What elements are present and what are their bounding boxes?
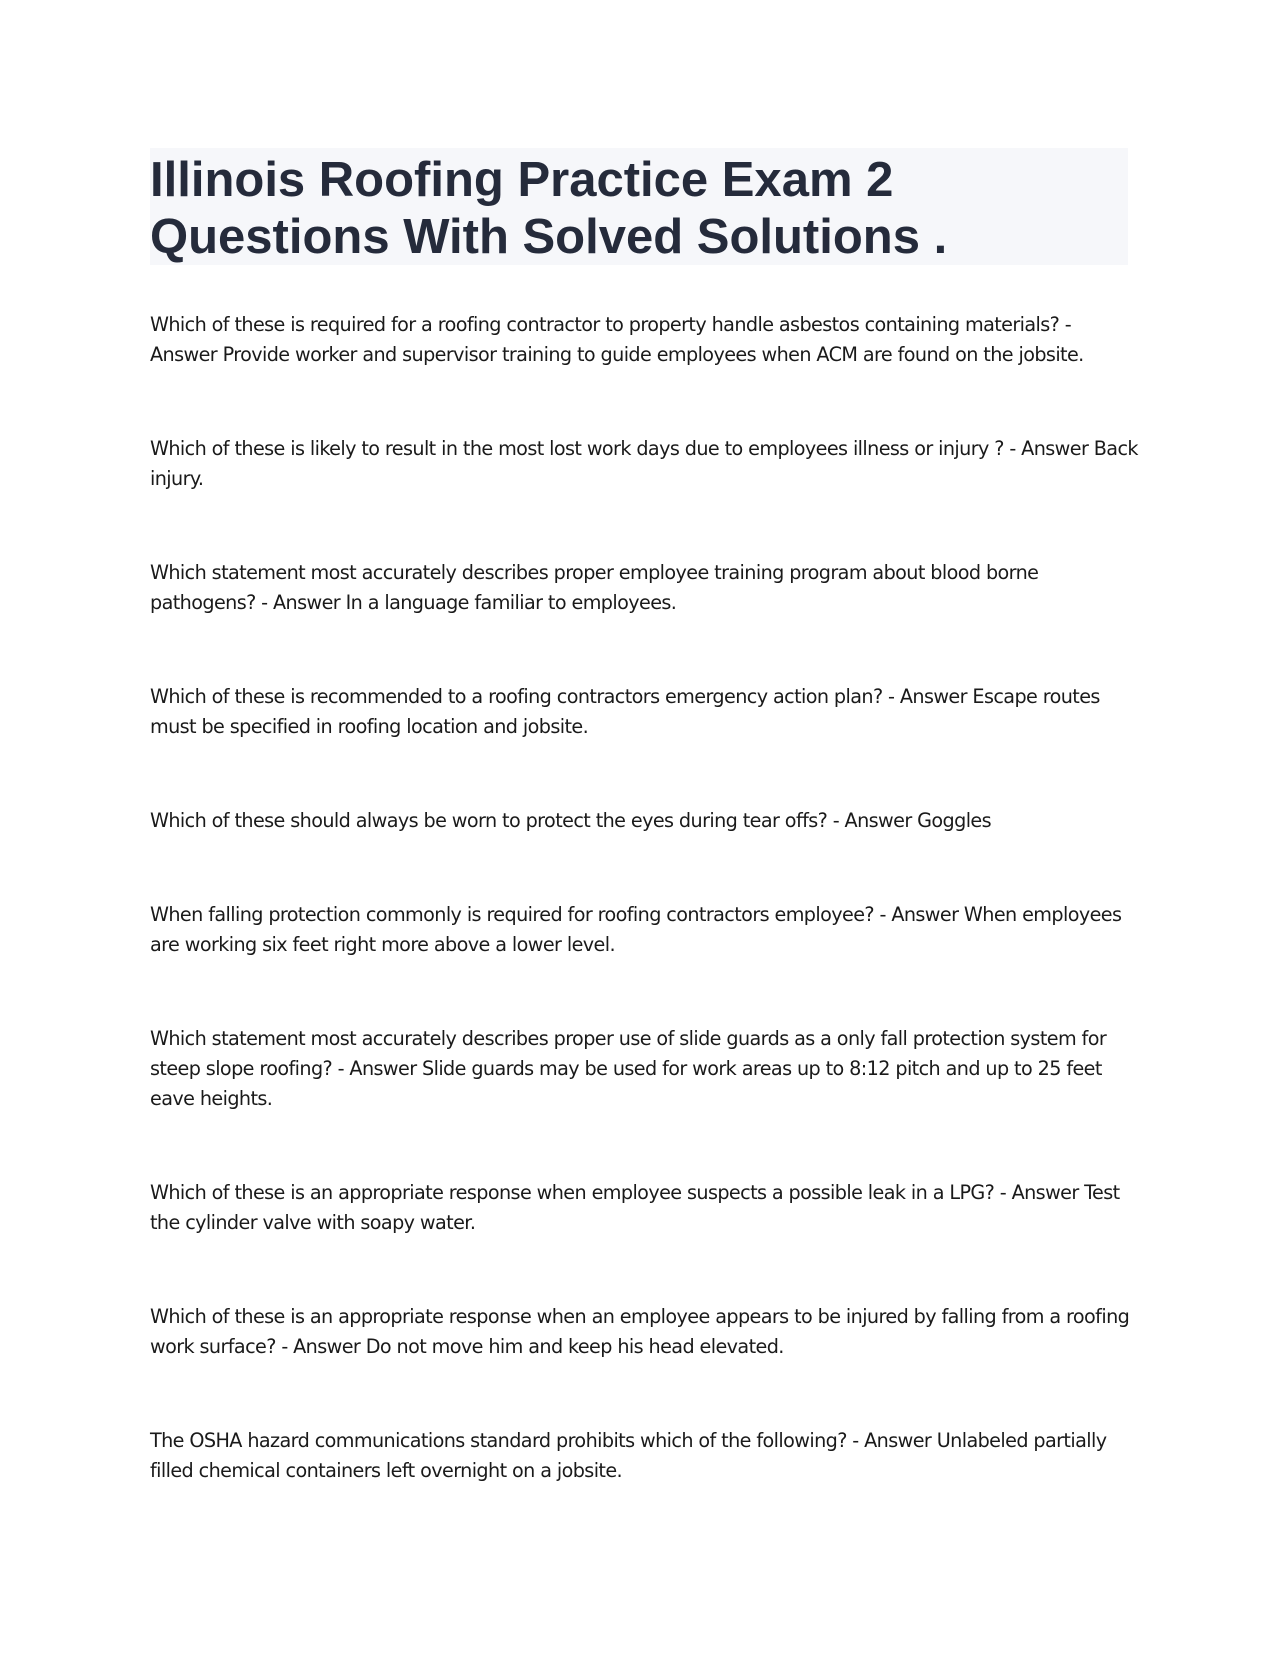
question-1: Which of these is required for a roofing contractor to property handle asbestos containing materials? - Answer Provide worker and supervisor training to guide employees when ACM are found on the jobsite. — [150, 313, 1084, 366]
question-2: Which of these is likely to result in the most lost work days due to employees illness or injury ? - Answer Back injury. — [150, 437, 1138, 490]
question-5: Which of these should always be worn to protect the eyes during tear offs? - Answer Goggles — [150, 809, 992, 832]
question-4: Which of these is recommended to a roofing contractors emergency action plan? - Answer Escape routes must be specified in roofing location and jobsite. — [150, 685, 1100, 738]
document-title: Illinois Roofing Practice Exam 2 Questions With Solved Solutions . — [150, 153, 948, 264]
question-9: Which of these is an appropriate response when an employee appears to be injured by falling from a roofing work surface? - Answer Do not move him and keep his head elevated. — [150, 1305, 1130, 1358]
question-3: Which statement most accurately describes proper employee training program about blood borne pathogens? - Answer In a language familiar to employees. — [150, 561, 1039, 614]
question-8: Which of these is an appropriate response when employee suspects a possible leak in a LPG? - Answer Test the cylinder valve with soapy water. — [150, 1181, 1120, 1234]
question-10: The OSHA hazard communications standard prohibits which of the following? - Answer Unlabeled partially filled chemical containers left overnight on a jobsite. — [150, 1429, 1107, 1482]
title-block — [150, 148, 1128, 265]
question-7: Which statement most accurately describes proper use of slide guards as a only fall protection system for steep slope roofing? - Answer Slide guards may be used for work areas up to 8:12 pitch and up to 25 feet eave heights. — [150, 1027, 1107, 1110]
question-6: When falling protection commonly is required for roofing contractors employee? - Answer When employees are working six feet right more above a lower level. — [150, 903, 1122, 956]
